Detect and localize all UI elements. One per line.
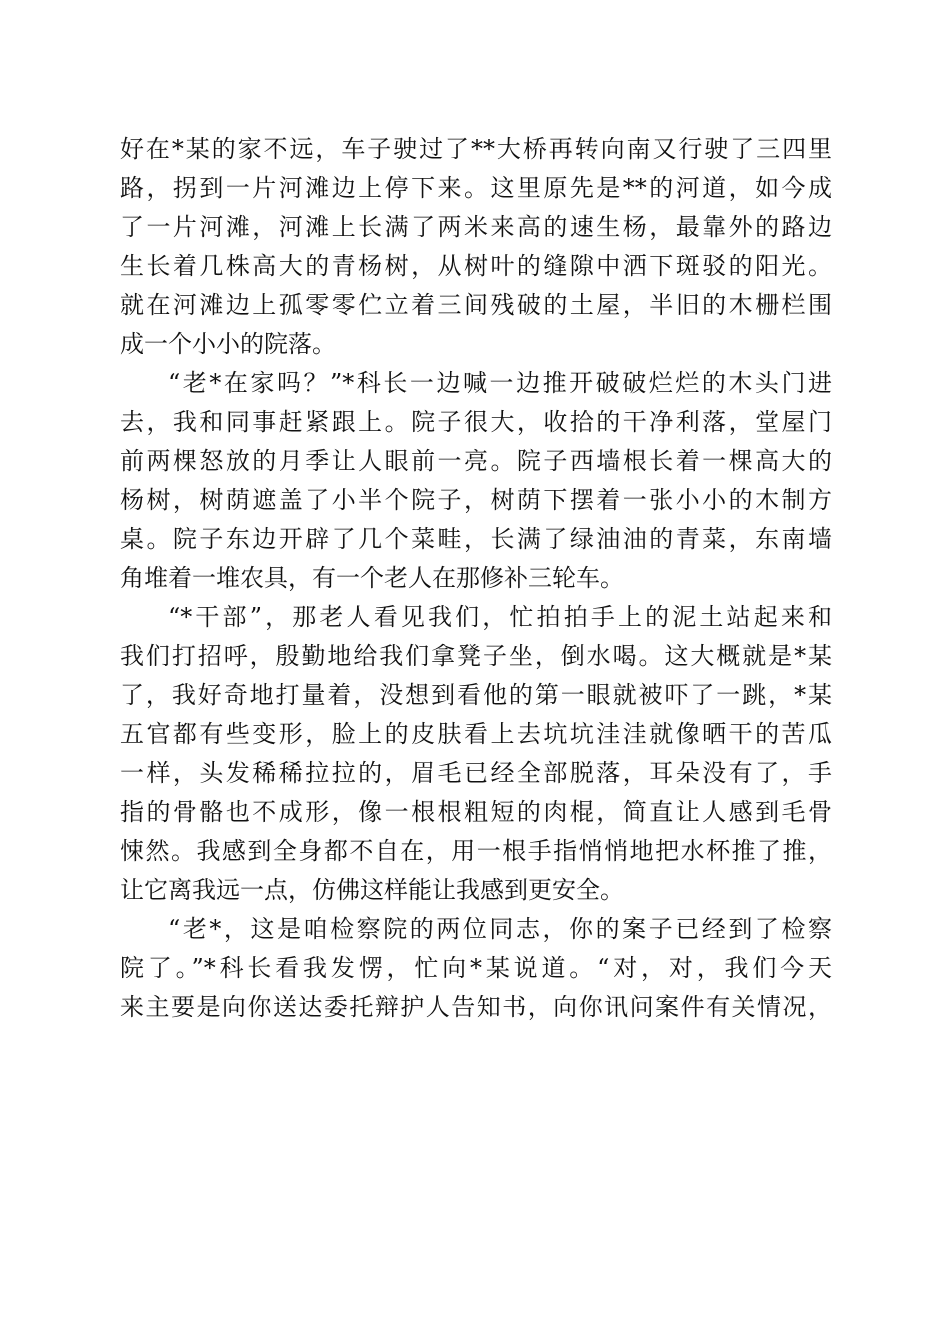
text-line: “*干部”，那老人看见我们，忙拍拍手上的泥土站起来和 <box>168 603 832 631</box>
text-line: 桌。院子东边开辟了几个菜畦，长满了绿油油的青菜，东南墙 <box>120 525 832 553</box>
text-line: 生长着几株高大的青杨树，从树叶的缝隙中洒下斑驳的阳光。 <box>120 252 832 280</box>
paragraph-4 <box>120 910 832 1027</box>
text-line: 杨树，树荫遮盖了小半个院子，树荫下摆着一张小小的木制方 <box>120 486 832 514</box>
text-line: 就在河滩边上孤零零伫立着三间残破的土屋，半旧的木栅栏围 <box>120 291 832 319</box>
text-line: “老*，这是咱检察院的两位同志，你的案子已经到了检察 <box>168 915 832 943</box>
paragraph-3 <box>120 598 832 910</box>
text-line: 五官都有些变形，脸上的皮肤看上去坑坑洼洼就像晒干的苦瓜 <box>120 720 832 748</box>
text-line: 成一个小小的院落。 <box>120 330 336 358</box>
text-line: 让它离我远一点，仿佛这样能让我感到更安全。 <box>120 876 624 904</box>
text-line: 前两棵怒放的月季让人眼前一亮。院子西墙根长着一棵高大的 <box>120 447 832 475</box>
text-line: 院了。”*科长看我发愣，忙向*某说道。“对，对，我们今天 <box>120 954 832 982</box>
text-line: 路，拐到一片河滩边上停下来。这里原先是**的河道，如今成 <box>120 174 832 202</box>
text-line: 了一片河滩，河滩上长满了两米来高的速生杨，最靠外的路边 <box>120 213 832 241</box>
text-line: 指的骨骼也不成形，像一根根粗短的肉棍，简直让人感到毛骨 <box>120 798 832 826</box>
document-body <box>120 130 832 1027</box>
text-line: 好在*某的家不远，车子驶过了**大桥再转向南又行驶了三四里 <box>120 135 832 163</box>
text-line: 我们打招呼，殷勤地给我们拿凳子坐，倒水喝。这大概就是*某 <box>120 642 832 670</box>
text-line: “老*在家吗？”*科长一边喊一边推开破破烂烂的木头门进 <box>168 369 832 397</box>
text-line: 了，我好奇地打量着，没想到看他的第一眼就被吓了一跳，*某 <box>120 681 832 709</box>
text-line: 角堆着一堆农具，有一个老人在那修补三轮车。 <box>120 564 624 592</box>
text-line: 来主要是向你送达委托辩护人告知书，向你讯问案件有关情况， <box>120 993 832 1021</box>
text-line: 一样，头发稀稀拉拉的，眉毛已经全部脱落，耳朵没有了，手 <box>120 759 832 787</box>
paragraph-1 <box>120 130 832 364</box>
text-line: 悚然。我感到全身都不自在，用一根手指悄悄地把水杯推了推， <box>120 837 832 865</box>
paragraph-2 <box>120 364 832 598</box>
text-line: 去，我和同事赶紧跟上。院子很大，收拾的干净利落，堂屋门 <box>120 408 832 436</box>
